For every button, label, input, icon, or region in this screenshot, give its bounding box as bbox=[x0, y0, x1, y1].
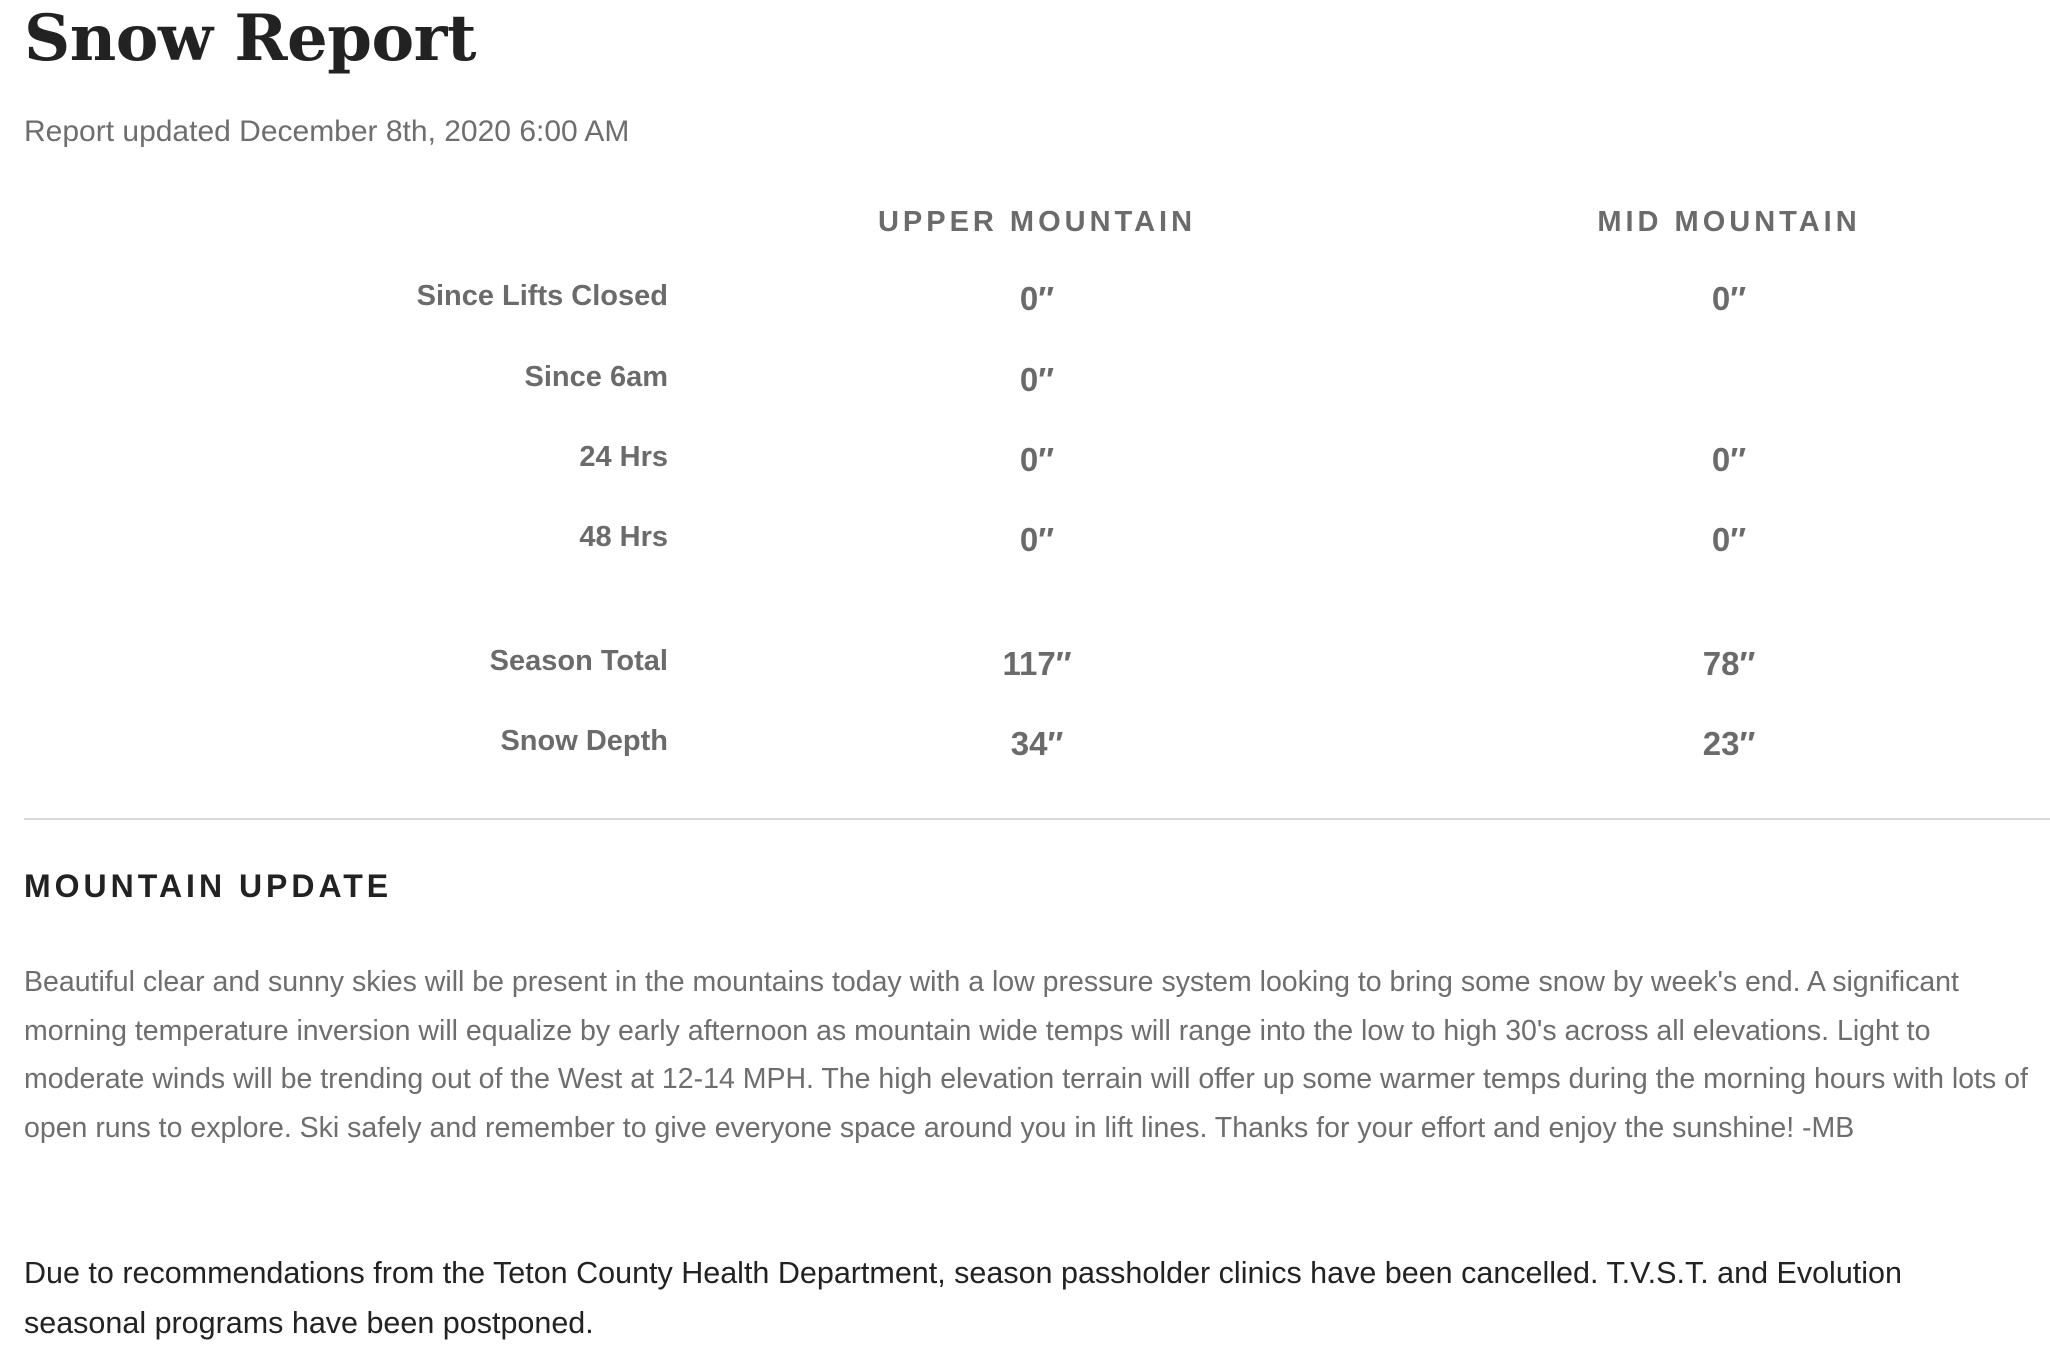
value-mid-24-hrs: 0″ bbox=[1711, 441, 1747, 478]
row-label-since-lifts-closed: Since Lifts Closed bbox=[416, 280, 668, 312]
row-label-24-hrs: 24 Hrs bbox=[579, 441, 668, 473]
value-mid-since-lifts-closed: 0″ bbox=[1711, 280, 1747, 317]
value-mid-season-total: 78″ bbox=[1702, 645, 1756, 682]
value-upper-48-hrs: 0″ bbox=[1019, 521, 1055, 558]
report-updated-timestamp: Report updated December 8th, 2020 6:00 AM bbox=[24, 115, 630, 148]
page-title: Snow Report bbox=[24, 1, 476, 76]
value-upper-since-6am: 0″ bbox=[1019, 361, 1055, 398]
value-upper-24-hrs: 0″ bbox=[1019, 441, 1055, 478]
column-header-mid-mountain: MID MOUNTAIN bbox=[1597, 206, 1861, 238]
value-upper-since-lifts-closed: 0″ bbox=[1019, 280, 1055, 317]
value-upper-snow-depth: 34″ bbox=[1010, 725, 1064, 762]
row-label-since-6am: Since 6am bbox=[524, 361, 668, 393]
health-department-notice: Due to recommendations from the Teton County Health Department, season passholder clinics have been cancelled. T.V.S.T. and Evolution seasonal programs have been postponed. bbox=[24, 1256, 1902, 1340]
row-label-snow-depth: Snow Depth bbox=[500, 725, 668, 757]
mountain-update-text: Beautiful clear and sunny skies will be present in the mountains today with a low pressure system looking to bring some snow by week's end. A significant morning temperature inversion will equalize by early afternoon as mountain wide temps will range into the low to high 30's across all elevations. Light to moderate winds will be trending out of the West at 12-14 MPH. The high elevation terrain will offer up some warmer temps during the morning hours with lots of open runs to explore. Ski safely and remember to give everyone space around you in lift lines. Thanks for your effort and enjoy the sunshine! -MB bbox=[24, 966, 2028, 1144]
value-mid-snow-depth: 23″ bbox=[1702, 725, 1756, 762]
value-mid-48-hrs: 0″ bbox=[1711, 521, 1747, 558]
section-divider bbox=[24, 818, 2050, 820]
column-header-upper-mountain: UPPER MOUNTAIN bbox=[877, 206, 1197, 238]
value-upper-season-total: 117″ bbox=[1002, 645, 1072, 682]
mountain-update-heading: MOUNTAIN UPDATE bbox=[24, 868, 393, 904]
row-label-48-hrs: 48 Hrs bbox=[579, 521, 668, 553]
row-label-season-total: Season Total bbox=[489, 645, 668, 677]
